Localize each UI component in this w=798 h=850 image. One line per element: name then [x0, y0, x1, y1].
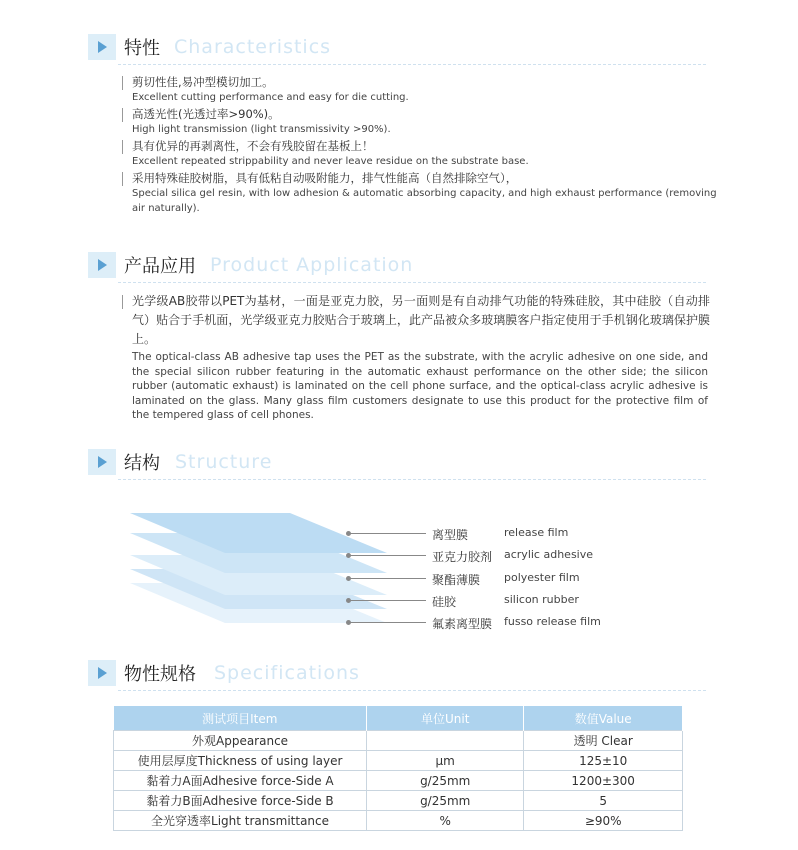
callout-line — [350, 533, 426, 534]
table-row — [114, 731, 683, 751]
table-cell: 使用层厚度Thickness of using layer — [114, 751, 367, 771]
section-title-zh: 物性规格 — [124, 664, 196, 685]
table-cell: 125±10 — [524, 751, 683, 771]
divider — [118, 64, 706, 65]
table-cell: 外观Appearance — [114, 731, 367, 751]
section-specifications-header — [88, 658, 706, 688]
layer-label-zh: 聚酯薄膜 — [432, 573, 481, 587]
divider — [118, 690, 706, 691]
list-item: 剪切性佳,易冲型模切加工。 Excellent cutting performance and easy for die cutting. — [122, 74, 722, 105]
list-item: 高透光性(光透过率>90%)。 High light transmission (light transmissivity >90%). — [122, 106, 722, 137]
table-cell: g/25mm — [367, 771, 524, 791]
table-cell: ≥90% — [524, 811, 683, 831]
column-header: 测试项目Item — [114, 706, 367, 731]
section-structure-header — [88, 447, 706, 477]
table-cell: g/25mm — [367, 791, 524, 811]
layer-structure-diagram — [125, 505, 425, 635]
callout-line — [350, 555, 426, 556]
table-cell: μm — [367, 751, 524, 771]
divider — [118, 282, 706, 283]
chevron-right-icon — [88, 449, 116, 475]
section-title-en: Product Application — [210, 254, 414, 276]
chevron-right-icon — [88, 34, 116, 60]
table-cell: % — [367, 811, 524, 831]
section-title-zh: 结构 — [124, 453, 160, 474]
table-cell: 全光穿透率Light transmittance — [114, 811, 367, 831]
section-application-header — [88, 250, 706, 280]
section-title-en: Characteristics — [174, 36, 332, 58]
table-row — [114, 811, 683, 831]
application-text-en: The optical-class AB adhesive tap uses the PET as the substrate, with the acrylic adhesive on one side, and the special silicon rubber featuring in the automatic exhaust performance on the other side; the silicon rubber (automatic exhaust) is laminated on the cell phone surface, and the optical-class acrylic adhesive is laminated on the glass. Many glass film customers designate to use this product for the protective film of the tempered glass of cell phones. — [132, 351, 708, 421]
chevron-right-icon — [88, 252, 116, 278]
section-title-en: Structure — [175, 451, 273, 473]
column-header: 单位Unit — [367, 706, 524, 731]
section-title-en: Specifications — [214, 662, 360, 684]
list-item: 采用特殊硅胶树脂，具有低粘自动吸附能力，排气性能高（自然排除空气）， Special silica gel resin, with low adhesion & automatic absorbing capacity, and high exhaust performance (removing air naturally). — [122, 170, 722, 216]
list-item: 具有优异的再剥离性，不会有残胶留在基板上！ Excellent repeated strippability and never leave residue on the substrate base. — [122, 138, 722, 169]
layer-label-en: release film — [504, 526, 569, 539]
table-row — [114, 751, 683, 771]
section-title-zh: 特性 — [124, 38, 160, 59]
layer-label-en: acrylic adhesive — [504, 548, 594, 561]
table-cell: 黏着力A面Adhesive force-Side A — [114, 771, 367, 791]
section-title-zh: 产品应用 — [124, 256, 196, 277]
table-header-row — [114, 706, 683, 731]
layer-label-zh: 硅胶 — [432, 595, 457, 609]
table-cell: 5 — [524, 791, 683, 811]
callout-line — [350, 622, 426, 623]
chevron-right-icon — [88, 660, 116, 686]
layer-label-en: silicon rubber — [504, 593, 579, 606]
table-cell: 1200±300 — [524, 771, 683, 791]
layer-label-zh: 亚克力胶剂 — [432, 550, 493, 564]
table-cell: 透明 Clear — [524, 731, 683, 751]
table-row — [114, 791, 683, 811]
layer-label-en: polyester film — [504, 571, 580, 584]
layer-label-zh: 离型膜 — [432, 528, 469, 542]
layer-label-en: fusso release film — [504, 615, 601, 628]
column-header: 数值Value — [524, 706, 683, 731]
callout-line — [350, 600, 426, 601]
callout-line — [350, 578, 426, 579]
table-row — [114, 771, 683, 791]
layer-label-zh: 氟素离型膜 — [432, 617, 493, 631]
characteristics-list — [122, 74, 722, 217]
table-cell — [367, 731, 524, 751]
application-text-zh: 光学级AB胶带以PET为基材，一面是亚克力胶，另一面则是有自动排气功能的特殊硅胶，其中硅胶（自动排气）贴合于手机面，光学级亚克力胶贴合于玻璃上，此产品被众多玻璃膜客户指定使用于手机钢化玻璃保护膜上。 — [122, 292, 710, 349]
divider — [118, 479, 706, 480]
section-characteristics-header — [88, 32, 706, 62]
table-cell: 黏着力B面Adhesive force-Side B — [114, 791, 367, 811]
specifications-table — [113, 706, 683, 831]
